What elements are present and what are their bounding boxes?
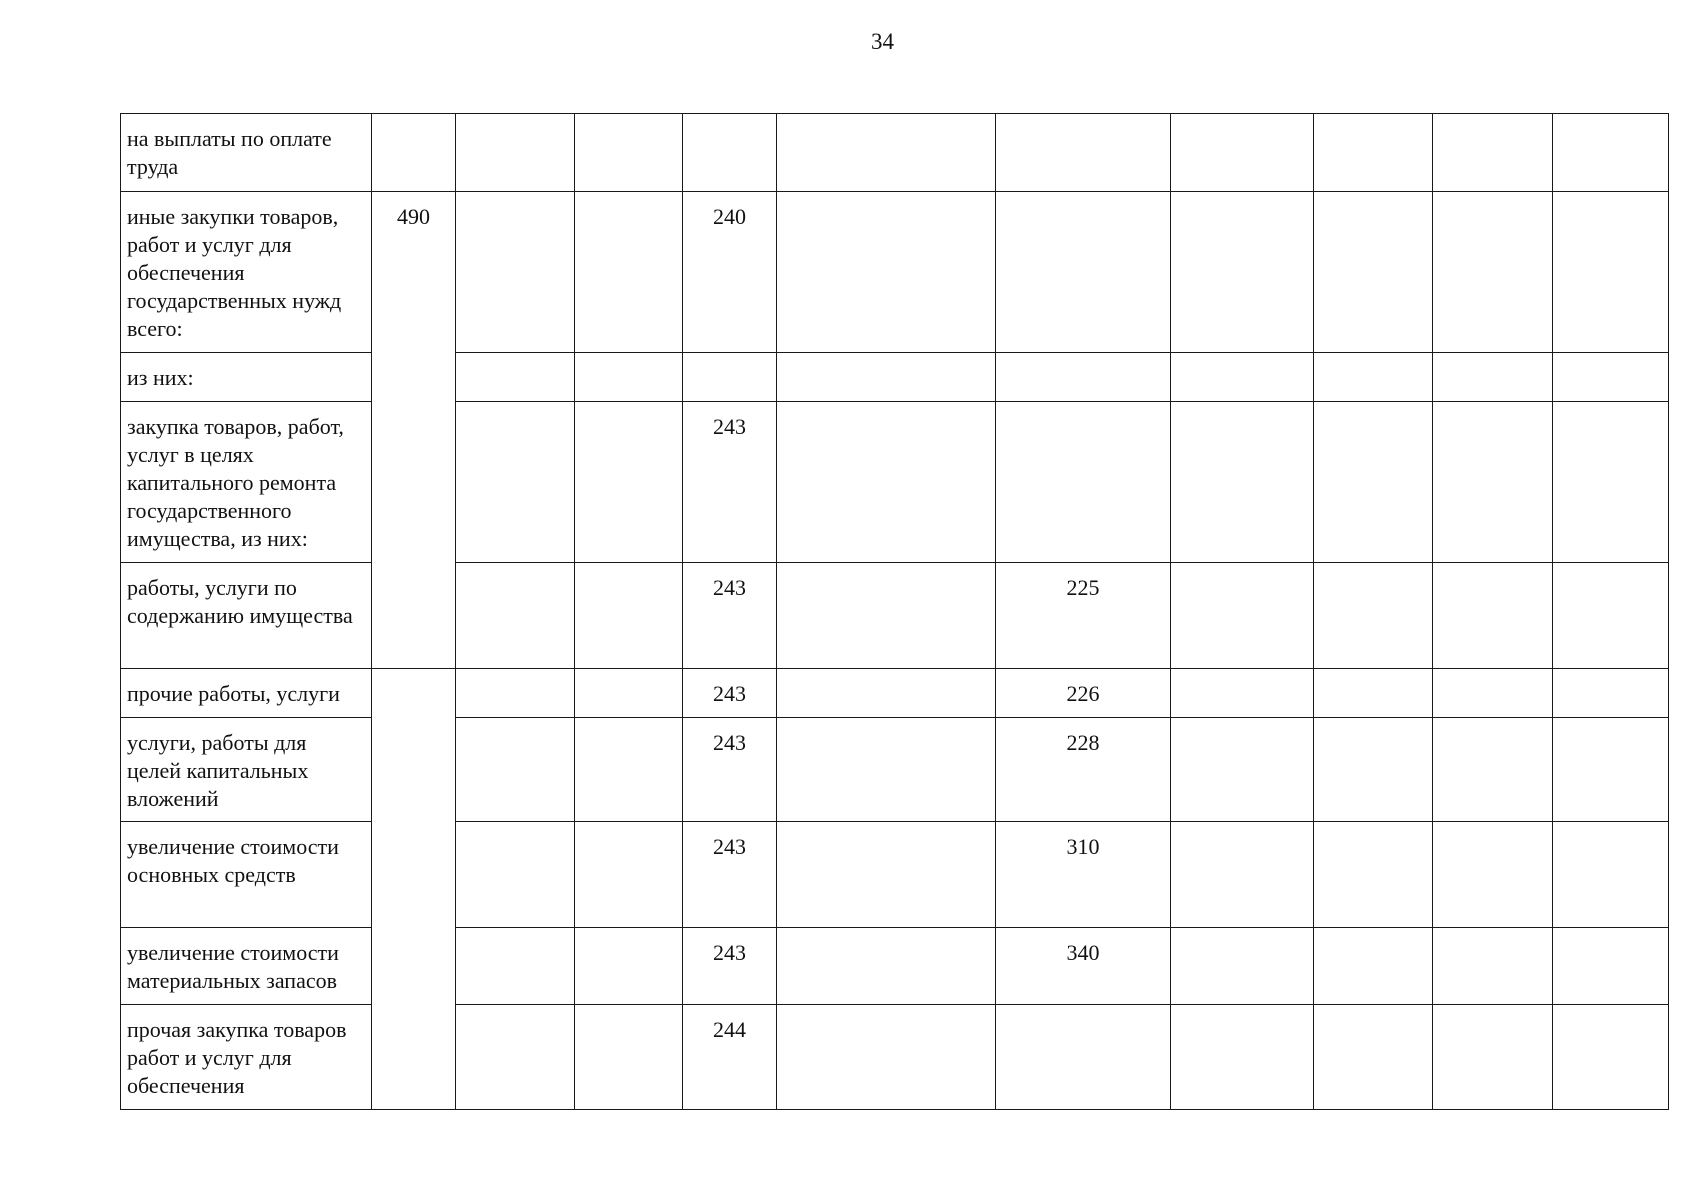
empty-cell [1553,563,1669,669]
empty-cell [1433,669,1553,718]
empty-cell [575,928,683,1005]
empty-cell [575,563,683,669]
empty-cell [777,928,996,1005]
empty-cell [456,563,575,669]
empty-cell [1314,928,1433,1005]
row-label: работы, услуги по содержанию имущества [121,563,372,669]
empty-cell [1433,402,1553,563]
empty-cell [777,114,996,192]
table-row [121,402,1669,563]
kosgu-code-cell [996,192,1171,353]
empty-cell [1433,928,1553,1005]
table-row [121,928,1669,1005]
empty-cell [456,669,575,718]
empty-cell [1314,114,1433,192]
kosgu-code-cell: 228 [996,718,1171,822]
empty-cell [456,192,575,353]
empty-cell [575,353,683,402]
empty-cell [1171,402,1314,563]
vr-code-cell: 243 [683,563,777,669]
table-row [121,718,1669,822]
empty-cell [1314,563,1433,669]
empty-cell [575,718,683,822]
empty-cell [456,1005,575,1110]
vr-code-cell [683,114,777,192]
empty-cell [1171,114,1314,192]
empty-cell [1171,192,1314,353]
kosgu-code-cell: 310 [996,822,1171,928]
table-row [121,563,1669,669]
empty-cell [1314,822,1433,928]
empty-cell [456,718,575,822]
empty-cell [1314,192,1433,353]
empty-cell [1433,1005,1553,1110]
empty-cell [1171,1005,1314,1110]
empty-cell [456,928,575,1005]
empty-cell [575,1005,683,1110]
line-code-cell [372,114,456,192]
vr-code-cell: 244 [683,1005,777,1110]
empty-cell [777,822,996,928]
table-row [121,822,1669,928]
empty-cell [777,353,996,402]
empty-cell [777,718,996,822]
empty-cell [456,822,575,928]
page-number: 34 [871,29,894,54]
vr-code-cell: 243 [683,402,777,563]
line-code-cell: 490 [372,192,456,669]
empty-cell [456,402,575,563]
empty-cell [456,114,575,192]
empty-cell [777,563,996,669]
empty-cell [575,114,683,192]
row-label: увеличение стоимости основных средств [121,822,372,928]
empty-cell [1433,114,1553,192]
empty-cell [1314,669,1433,718]
empty-cell [575,669,683,718]
empty-cell [1553,114,1669,192]
vr-code-cell: 243 [683,822,777,928]
vr-code-cell: 240 [683,192,777,353]
budget-table [120,113,1669,1110]
empty-cell [1171,822,1314,928]
empty-cell [1433,353,1553,402]
row-label: из них: [121,353,372,402]
table-row [121,1005,1669,1110]
empty-cell [1553,718,1669,822]
empty-cell [1433,718,1553,822]
empty-cell [777,669,996,718]
empty-cell [1553,402,1669,563]
kosgu-code-cell [996,353,1171,402]
kosgu-code-cell [996,1005,1171,1110]
kosgu-code-cell [996,114,1171,192]
empty-cell [1553,669,1669,718]
empty-cell [1171,928,1314,1005]
empty-cell [575,402,683,563]
line-code-cell [372,669,456,1110]
empty-cell [1314,402,1433,563]
empty-cell [1171,353,1314,402]
empty-cell [1171,563,1314,669]
empty-cell [1553,928,1669,1005]
kosgu-code-cell [996,402,1171,563]
empty-cell [1171,669,1314,718]
table-row [121,114,1669,192]
kosgu-code-cell: 340 [996,928,1171,1005]
row-label: услуги, работы для целей капитальных вложений [121,718,372,822]
empty-cell [777,1005,996,1110]
empty-cell [1553,353,1669,402]
empty-cell [1553,1005,1669,1110]
row-label: закупка товаров, работ, услуг в целях капитального ремонта государственного имущества, из них: [121,402,372,563]
kosgu-code-cell: 226 [996,669,1171,718]
vr-code-cell [683,353,777,402]
empty-cell [575,822,683,928]
empty-cell [1171,718,1314,822]
empty-cell [1433,563,1553,669]
empty-cell [575,192,683,353]
kosgu-code-cell: 225 [996,563,1171,669]
row-label: прочие работы, услуги [121,669,372,718]
row-label: на выплаты по оплате труда [121,114,372,192]
empty-cell [1314,1005,1433,1110]
empty-cell [1314,718,1433,822]
empty-cell [1553,822,1669,928]
empty-cell [456,353,575,402]
vr-code-cell: 243 [683,928,777,1005]
empty-cell [1553,192,1669,353]
vr-code-cell: 243 [683,718,777,822]
table-row [121,353,1669,402]
empty-cell [777,402,996,563]
row-label: увеличение стоимости материальных запасов [121,928,372,1005]
table-row [121,192,1669,353]
row-label: иные закупки товаров, работ и услуг для обеспечения государственных нужд всего: [121,192,372,353]
vr-code-cell: 243 [683,669,777,718]
empty-cell [1433,192,1553,353]
empty-cell [1433,822,1553,928]
row-label: прочая закупка товаров работ и услуг для обеспечения [121,1005,372,1110]
empty-cell [777,192,996,353]
table-row [121,669,1669,718]
empty-cell [1314,353,1433,402]
